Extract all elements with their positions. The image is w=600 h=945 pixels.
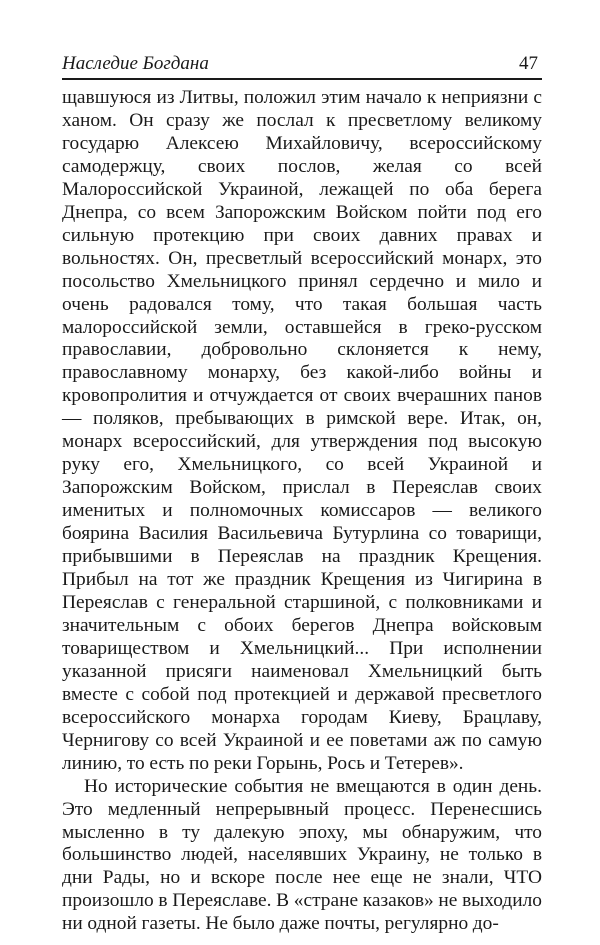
page-number: 47 (519, 53, 538, 74)
paragraph-1: щавшуюся из Литвы, положил этим начало к неприязни с ханом. Он сразу же послал к пресветлому великому государю Алексею Михайловичу, всероссийскому самодержцу, своих послов, желая со всей Малороссийской Украиной, лежащей по оба берега Днепра, со всем Запорожским Войском пойти под его сильную протекцию при своих давних правах и вольностях. Он, пресветлый всероссийский монарх, это посольство Хмельницкого принял сердечно и мило и очень радовался тому, что такая большая часть малороссийской земли, оставшейся в греко-русском православии, добровольно склоняется к нему, православному монарху, без какой-либо войны и кровопролития и отчуждается от своих вчерашних панов — поляков, пребывающих в римской вере. Итак, он, монарх всероссийский, для утверждения под высокую руку его, Хмельницкого, со всей Украиной и Запорожским Войском, прислал в Переяслав своих именитых и полномочных комиссаров — великого боярина Василия Васильевича Бутурлина со товарищи, прибывшими в Переяслав на праздник Крещения. Прибыл на тот же праздник Крещения из Чигирина в Переяслав с генеральной старшиной, с полковниками и значительным с обоих берегов Днепра войсковым товариществом и Хмельницкий... При исполнении указанной присяги наименовал Хмельницкий быть вместе с собой под протекцией и державой пресветлого всероссийского монарха городам Киеву, Брацлаву, Чернигову со всей Украиной и ее поветами аж по самую линию, то есть по реки Горынь, Рось и Тетерев». (62, 87, 542, 774)
paragraph-2: Но исторические события не вмещаются в один день. Это медленный непрерывный процесс. Перенесшись мысленно в ту далекую эпоху, мы обнаружим, что большинство людей, населявших Украину, не только в дни Рады, но и вскоре после нее еще не знали, ЧТО произошло в Переяславе. В «стране казаков» не выходило ни одной газеты. Не было даже почты, регулярно до- (62, 775, 542, 935)
running-title: Наследие Богдана (62, 53, 209, 74)
book-page (62, 52, 542, 936)
running-head (62, 52, 542, 80)
body-text (62, 87, 542, 936)
